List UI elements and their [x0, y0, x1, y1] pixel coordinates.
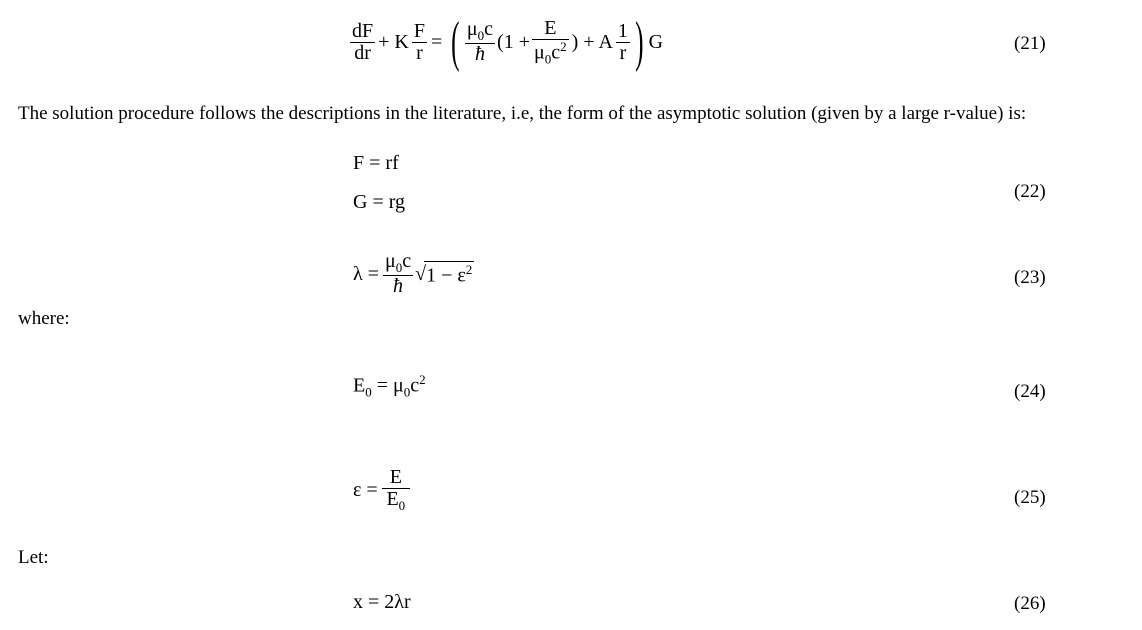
- let-text: Let:: [18, 547, 49, 568]
- right-paren: ): [635, 11, 644, 73]
- equation-number-22: (22): [1014, 181, 1046, 202]
- fraction-E-mu0c2: $\frac{E}{\mu_0c^2}$: [534, 16, 567, 67]
- equation-23: λ = $\frac{\mu_0c}{ħ}$ √ $1 - \varepsilon^2$: [353, 250, 473, 297]
- equation-21: $\frac{dF}{dr}$ + K $\frac{F}{r}$ = ( $\frac{\mu_0c}{ħ}$ (1 + $\frac{E}{\mu_0c^2}$ ) + A $\frac{1}{r}$ ) G: [352, 11, 664, 73]
- equation-22-line1: F = rf: [353, 152, 399, 174]
- equation-26: x = 2λr: [353, 591, 411, 613]
- equation-number-24: (24): [1014, 381, 1046, 402]
- equation-number-25: (25): [1014, 487, 1046, 508]
- equation-number-23: (23): [1014, 267, 1046, 288]
- equation-24: $E_0 = \mu_0c^2$: [353, 372, 426, 400]
- equation-number-21: (21): [1014, 33, 1046, 54]
- fraction-1-r: $\frac{1}{r}$: [617, 19, 628, 64]
- fraction-F-r: $\frac{F}{r}$: [413, 19, 425, 64]
- where-text: where:: [18, 308, 70, 329]
- equation-22-line2: G = rg: [353, 191, 406, 213]
- paragraph-text: The solution procedure follows the descriptions in the literature, i.e, the form of the asymptotic solution (given by a large r-value) is:: [18, 103, 1027, 124]
- fraction-dF-dr: $\frac{dF}{dr}$: [352, 19, 374, 64]
- fraction-mu0c-hbar: $\frac{\mu_0c}{ħ}$: [466, 18, 494, 65]
- equation-25: ε = $\frac{E}{E_0}$: [353, 458, 410, 522]
- left-paren: (: [451, 11, 460, 73]
- equation-number-26: (26): [1014, 593, 1046, 614]
